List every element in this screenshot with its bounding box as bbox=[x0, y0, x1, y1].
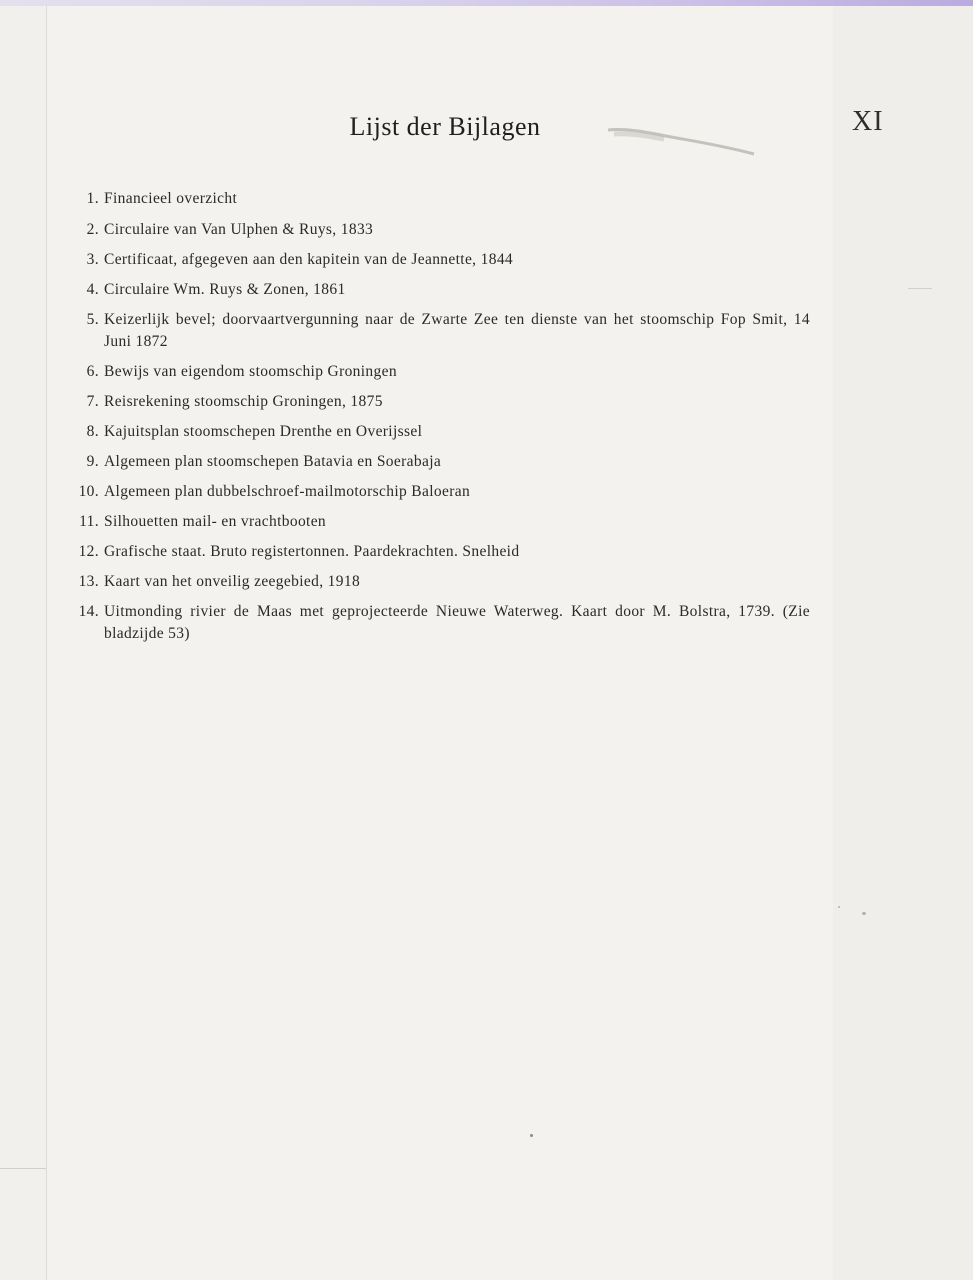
appendix-number: 2. bbox=[86, 221, 99, 238]
appendix-number: 4. bbox=[86, 281, 99, 298]
appendix-title: Algemeen plan stoomschepen Batavia en Soerabaja bbox=[104, 453, 442, 470]
appendix-number: 11. bbox=[79, 513, 99, 530]
appendix-title: Grafische staat. Bruto registertonnen. Paardekrachten. Snelheid bbox=[104, 543, 520, 560]
paper-speck bbox=[838, 906, 840, 908]
appendix-number: 6. bbox=[86, 363, 99, 380]
page-crease bbox=[0, 1168, 46, 1169]
appendix-number: 7. bbox=[86, 393, 99, 410]
page-number: XI bbox=[852, 106, 884, 137]
appendix-title: Algemeen plan dubbelschroef-mailmotorschip Baloeran bbox=[104, 483, 471, 500]
appendix-title: Certificaat, afgegeven aan den kapitein van de Jeannette, 1844 bbox=[104, 251, 514, 268]
appendix-number: 1. bbox=[86, 190, 99, 207]
appendix-title: Financieel overzicht bbox=[104, 190, 238, 207]
appendix-number: 12. bbox=[78, 543, 99, 560]
appendix-title: Bewijs van eigendom stoomschip Groningen bbox=[104, 363, 397, 380]
appendix-title: Kajuitsplan stoomschepen Drenthe en Overijssel bbox=[104, 423, 423, 440]
appendix-number: 5. bbox=[86, 311, 99, 328]
appendix-number: 14. bbox=[78, 603, 99, 620]
paper-speck bbox=[530, 1134, 533, 1137]
appendix-title: Uitmonding rivier de Maas met geprojecteerde Nieuwe Waterweg. Kaart door M. Bolstra, 1739. (Zie bladzijde 53) bbox=[104, 603, 810, 642]
appendix-title: Keizerlijk bevel; doorvaartvergunning naar de Zwarte Zee ten dienste van het stoomschip Fop Smit, 14 Juni 1872 bbox=[104, 311, 810, 350]
right-margin-strip bbox=[833, 6, 973, 1280]
appendix-title: Reisrekening stoomschip Groningen, 1875 bbox=[104, 393, 383, 410]
page-title: Lijst der Bijlagen bbox=[349, 112, 541, 141]
appendix-number: 9. bbox=[86, 453, 99, 470]
appendix-title: Silhouetten mail- en vrachtbooten bbox=[104, 513, 327, 530]
appendix-number: 10. bbox=[78, 483, 99, 500]
appendix-title: Circulaire Wm. Ruys & Zonen, 1861 bbox=[104, 281, 346, 298]
appendix-number: 8. bbox=[86, 423, 99, 440]
ink-smudge bbox=[606, 124, 756, 158]
paper-speck bbox=[862, 912, 866, 915]
appendix-title: Kaart van het onveilig zeegebied, 1918 bbox=[104, 573, 361, 590]
appendix-number: 13. bbox=[78, 573, 99, 590]
appendix-number: 3. bbox=[86, 251, 99, 268]
margin-mark bbox=[908, 288, 932, 289]
appendix-title: Circulaire van Van Ulphen & Ruys, 1833 bbox=[104, 221, 374, 238]
